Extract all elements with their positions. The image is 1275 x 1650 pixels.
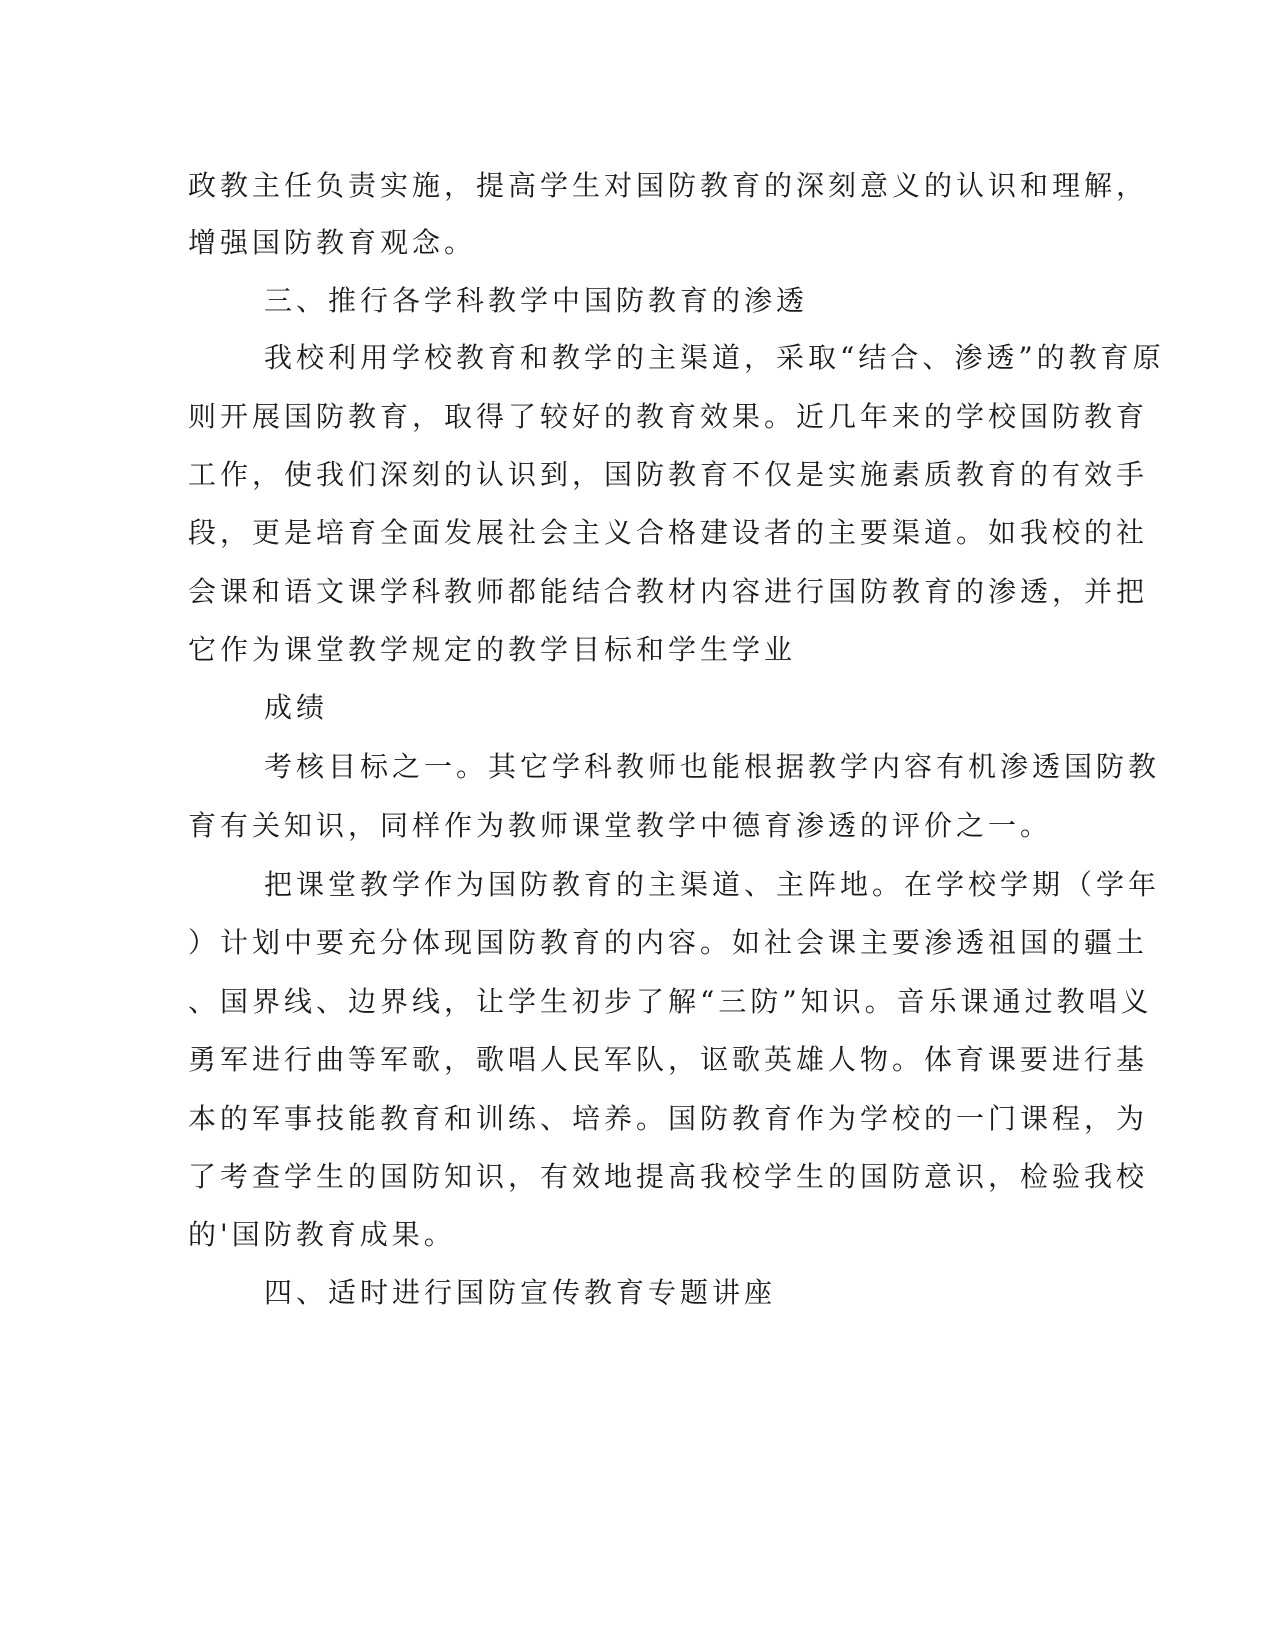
text-line: 育有关知识，同样作为教师课堂教学中德育渗透的评价之一。	[188, 809, 1053, 842]
text-line: 段，更是培育全面发展社会主义合格建设者的主要渠道。如我校的社	[188, 516, 1149, 549]
text-line: 它作为课堂教学规定的教学目标和学生学业	[188, 633, 797, 666]
text-line: 勇军进行曲等军歌，歌唱人民军队，讴歌英雄人物。体育课要进行基	[188, 1043, 1149, 1076]
text-line: 成绩	[264, 691, 329, 724]
text-line: 本的军事技能教育和训练、培养。国防教育作为学校的一门课程，为	[188, 1102, 1149, 1135]
text-line: 则开展国防教育，取得了较好的教育效果。近几年来的学校国防教育	[188, 400, 1149, 433]
text-line: ）计划中要充分体现国防教育的内容。如社会课主要渗透祖国的疆土	[188, 926, 1149, 959]
text-line: 增强国防教育观念。	[188, 226, 477, 259]
text-line: 会课和语文课学科教师都能结合教材内容进行国防教育的渗透，并把	[188, 575, 1149, 608]
section-heading: 四、适时进行国防宣传教育专题讲座	[264, 1276, 777, 1309]
text-line: 、国界线、边界线，让学生初步了解“三防”知识。音乐课通过教唱义	[188, 985, 1153, 1018]
text-line: 的'国防教育成果。	[188, 1218, 456, 1251]
text-line: 考核目标之一。其它学科教师也能根据教学内容有机渗透国防教	[264, 750, 1161, 783]
text-line: 我校利用学校教育和教学的主渠道，采取“结合、渗透”的教育原	[264, 341, 1165, 374]
section-heading: 三、推行各学科教学中国防教育的渗透	[264, 284, 809, 317]
text-line: 工作，使我们深刻的认识到，国防教育不仅是实施素质教育的有效手	[188, 458, 1149, 491]
text-line: 把课堂教学作为国防教育的主渠道、主阵地。在学校学期（学年	[264, 868, 1161, 901]
text-line: 政教主任负责实施，提高学生对国防教育的深刻意义的认识和理解，	[188, 169, 1149, 202]
text-line: 了考查学生的国防知识，有效地提高我校学生的国防意识，检验我校	[188, 1160, 1149, 1193]
